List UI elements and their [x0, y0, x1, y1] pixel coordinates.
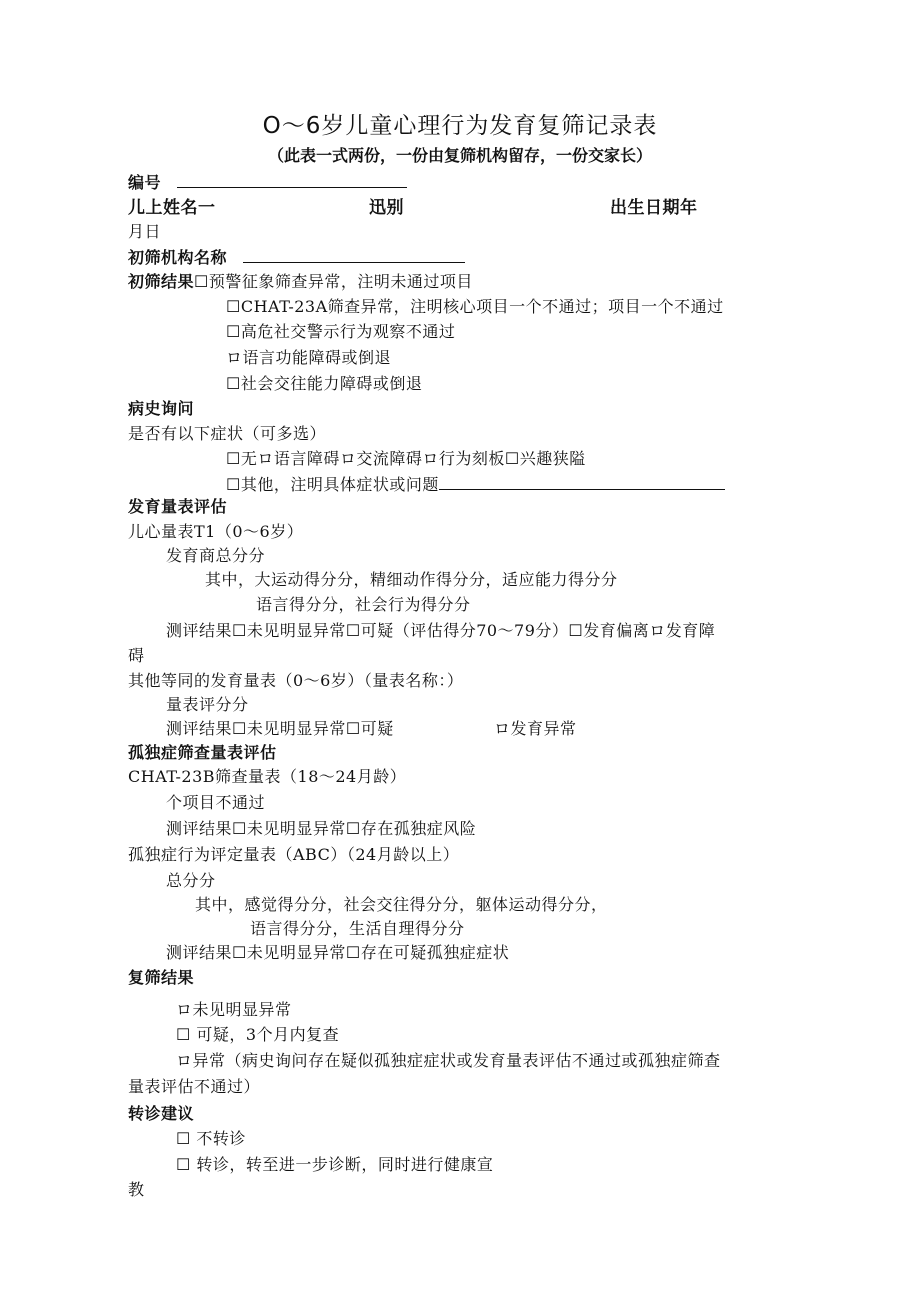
dev-result2b[interactable]: ロ发育异常: [494, 719, 577, 738]
initial-item-3[interactable]: ロ语言功能障碍或倒退: [226, 348, 392, 367]
org-label: 初筛机构名称: [128, 248, 228, 267]
history-other[interactable]: ☐其他，注明具体症状或问题: [226, 475, 439, 494]
history-other-blank[interactable]: [439, 474, 725, 490]
initial-result-row: [128, 272, 473, 292]
history-question: 是否有以下症状（可多选）: [128, 424, 327, 443]
rescreen-opt2[interactable]: ☐ 可疑，3个月内复查: [176, 1025, 340, 1044]
history-label: 病史询问: [128, 399, 195, 418]
rescreen-opt3[interactable]: ロ异常（病史询问存在疑似孤独症症状或发育量表评估不通过或孤独症筛查: [176, 1051, 721, 1070]
org-field: [128, 247, 465, 268]
dev-scale2: 其他等同的发育量表（0～6岁）（量表名称：）: [128, 671, 464, 690]
rescreen-opt3-cont: 量表评估不通过）: [128, 1077, 261, 1096]
form-subtitle: （此表一式两份，一份由复筛机构留存，一份交家长）: [267, 146, 652, 165]
dev-sub1: 其中，大运动得分分，精细动作得分分，适应能力得分分: [205, 570, 618, 589]
autism-abc: 孤独症行为评定量表（ABC）（24月龄以上）: [128, 845, 460, 864]
referral-opt1[interactable]: ☐ 不转诊: [176, 1129, 246, 1148]
name-label: 儿上姓名一: [128, 198, 216, 218]
gender-label: 迅别: [369, 198, 404, 218]
initial-item-4[interactable]: ☐社会交往能力障碍或倒退: [226, 374, 423, 393]
birth-label: 出生日期年: [610, 198, 698, 218]
org-blank[interactable]: [243, 247, 465, 263]
initial-result-label: 初筛结果: [128, 272, 195, 291]
history-other-row: [226, 474, 725, 495]
form-title: O～6岁儿童心理行为发育复筛记录表: [262, 113, 658, 139]
autism-label: 孤独症筛查量表评估: [128, 743, 277, 762]
autism-sub1: 其中，感觉得分分，社会交往得分分，躯体运动得分分，: [195, 895, 608, 914]
number-field: [128, 172, 407, 193]
birth-cont: 月日: [128, 222, 162, 241]
dev-scale1: 儿心量表T1（0～6岁）: [128, 522, 304, 541]
dev-result1[interactable]: 测评结果☐未见明显异常☐可疑（评估得分70～79分）☐发育偏离ロ发育障: [166, 621, 716, 640]
autism-fail: 个项目不通过: [166, 793, 266, 812]
dev-label: 发育量表评估: [128, 497, 228, 516]
number-label: 编号: [128, 173, 162, 192]
dev-result2a[interactable]: 测评结果☐未见明显异常☐可疑: [166, 719, 394, 738]
dev-result1-cont: 碍: [128, 646, 145, 665]
autism-chat: CHAT-23B筛查量表（18～24月龄）: [128, 767, 407, 786]
dev-dq: 发育商总分分: [166, 546, 266, 565]
rescreen-opt1[interactable]: ロ未见明显异常: [176, 1000, 292, 1019]
dev-score2: 量表评分分: [166, 695, 249, 714]
autism-result-chat[interactable]: 测评结果☐未见明显异常☐存在孤独症风险: [166, 819, 477, 838]
number-blank[interactable]: [177, 172, 407, 188]
initial-item-1[interactable]: ☐CHAT-23A筛查异常，注明核心项目一个不通过；项目一个不通过: [226, 297, 724, 316]
autism-total: 总分分: [166, 871, 216, 890]
referral-label: 转诊建议: [128, 1104, 195, 1123]
autism-sub2: 语言得分分，生活自理得分分: [250, 919, 465, 938]
autism-result-abc[interactable]: 测评结果☐未见明显异常☐存在可疑孤独症症状: [166, 943, 510, 962]
rescreen-label: 复筛结果: [128, 968, 195, 987]
initial-item-0[interactable]: ☐预警征象筛查异常，注明未通过项目: [194, 272, 473, 291]
history-options[interactable]: ☐无ロ语言障碍ロ交流障碍ロ行为刻板☐兴趣狭隘: [226, 449, 586, 468]
initial-item-2[interactable]: ☐高危社交警示行为观察不通过: [226, 322, 456, 341]
referral-opt2-cont: 教: [128, 1180, 145, 1199]
referral-opt2[interactable]: ☐ 转诊，转至进一步诊断，同时进行健康宣: [176, 1155, 494, 1174]
dev-sub2: 语言得分分，社会行为得分分: [256, 595, 471, 614]
